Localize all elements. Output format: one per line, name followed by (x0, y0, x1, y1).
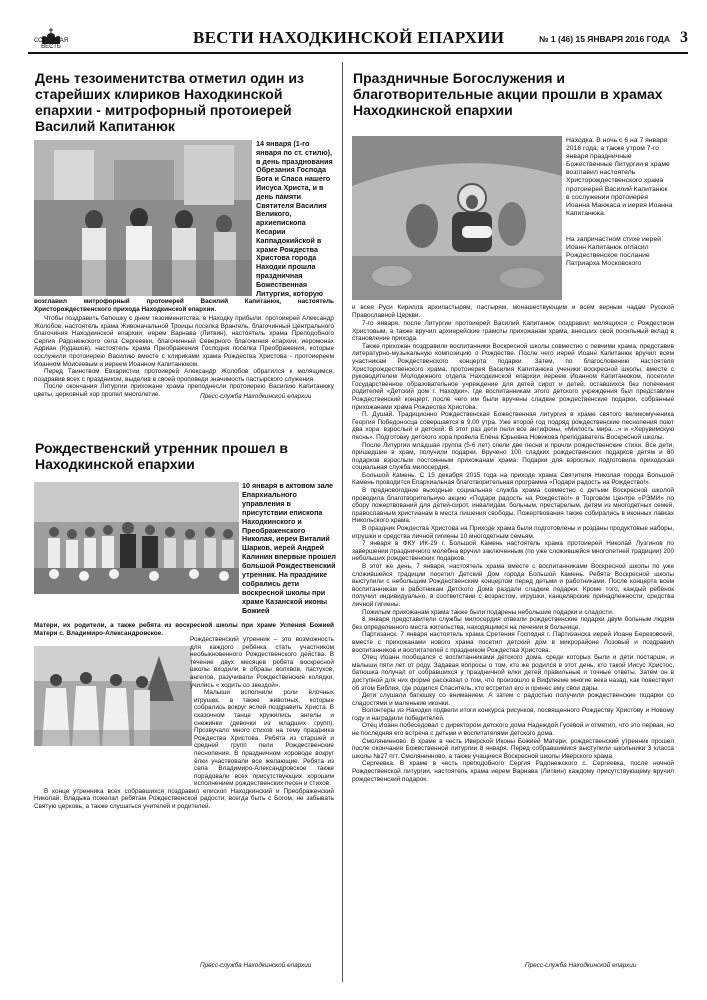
article1-headline: День тезоименитства отметил один из старейших клириков Находкинской епархии - митрофорный протоиерей Василий Капитанюк (35, 70, 304, 134)
article3-lead-b: На запричастном стихе иерей Иоанн Капитанюк огласил Рождественское послание Патриарха Московского (566, 236, 661, 268)
issue-info: № 1 (46) 15 ЯНВАРЯ 2016 ГОДА (539, 34, 670, 44)
paragraph: Пожилым прихожанам храма также были подарены небольшие подарки и сладости. (362, 608, 614, 616)
paragraph: Перед Таинством Евхаристии протоиерей Александр Жолобов обратился к молящимся, поздравив всех с праздником, выделив в своей проповеди значимость пастырского служения. (34, 368, 334, 383)
paragraph: Отец Иоанн побеседовал с директором детского дома Надеждой Гусевой и отметил, что это первая, но не последняя его встреча с детьми и воспитателями детского дома. (352, 722, 674, 738)
masthead (28, 28, 688, 54)
page-number: 3 (680, 29, 688, 46)
paragraph: В предновогодние выходные социальная служба храма совместно с детьми Воскресной школой проводила благотворительную акцию «Подари радость на Рождество!» в Торговом Центре «РЭМИ» по сбору пожертвований для детей-сирот, инвалидам, больным, престарелым, детям из многодетных семей, православным христианам в места лишения свободы. Пожертвования также собирались в иконных лавках Никольского храма. (352, 487, 674, 525)
paragraph: Рождественский утренник – это возможность для каждого ребёнка стать участником необыкновенного Рождественского действа. В течение двух месяцев ребята воскресной школы входили в образы волхвов, пастухов, ангелов, разучивали Рождественские колядки, учились « ходить со звездой». (190, 636, 334, 689)
paragraph: Также прихожан поздравили воспитанники Воскресной школы совместно с певчими храма, представив литературно-музыкальную композицию о Рождестве. После чего иерей Иоанн Капитанюк вручил всем участникам Рождественского концерта подарки. Затем, по благословению настоятеля Христорождественского храма, протоиерея Василия Капитанюка ученики воскресной школы, вместе с руководителем Молодежного отдела Находкинской епархии иереем Иоанном Капитанюком, посетили Государственное образовательное учреждение для детей сирот и детей, оставшихся без попечения родителей «Детский дом г. Находки», где воспитанникам этого детского учреждения был представлен Рождественский концерт, после чего им были вручены сладкие рождественские подарки, собранные прихожанами храма Рождества Христова. (352, 342, 674, 411)
paragraph: В этот же день, 7 января, настоятель храма вместе с воспитанниками Воскресной школы по уже сложившейся традиции посетил Детский Дом города Большой Камень. Ребята Воскресной школы выступили с небольшим Рождественским концертом перед детьми и работниками. После концерта всем воспитанникам и работникам Детского Дома раздали сладкие подарки. Кроме того, каждый ребёнок получил индивидуально, в соответствии с возрастом, игрушки, канцелярские принадлежности, средства личной гигиены. (352, 563, 674, 608)
paragraph: В праздник Рождества Христова на Приходе храма были подготовлены и розданы продуктовые наборы, игрушки и средства личной гигиены 10 многодетным семьям. (352, 525, 674, 540)
article3-lead: Находка. В ночь с 6 на 7 января 2016 года, а также утром 7-го января праздничные Божественные Литургии в храме возглавил настоятель Христорождественского храма протоиерей Василий Капитанюк в сослужении протоиерея Иоанна Манжаса и иерея Иоанна Капитанюка. (566, 137, 673, 217)
paragraph: Большой Камень. С 15 декабря 2015 года на приходе храма Святителя Николая города Большой Камень проводится Епархиальная благотворительная программа «Подари радость на Рождество!». (352, 471, 674, 487)
newspaper-title: ВЕСТИ НАХОДКИНСКОЙ ЕПАРХИИ (193, 28, 505, 47)
article2-lead: 10 января в актовом зале Епархиального управления в присутствии епископа Находкинского и Преображенского Николая, иереи Виталий Шарков, иерей Андрей Калинин впервые прошел большой Рождественский утренник. На празднике собрались дети воскресной школы при храме Казанской иконы Божией (242, 481, 336, 615)
article3-photo-nativity-icon (352, 136, 562, 300)
article3-lead-continued: и всея Руси Кирилла архипастырям, пастырям, монашествующим и всем верным чадам Русской Православной Церкви. (352, 304, 674, 319)
paragraph: После окончания Литургии прихожане храма преподнесли протоиерею Василию Капитанюку цветы, церковный хор пропел многолетие. (34, 383, 334, 398)
paragraph: В конце утренника всех собравшихся поздравил епископ Находкинский и Преображенский Николай. Владыка пожелал ребятам Рождественской радости, всегда быть с Богом, не забывать Святую церковь, а также слушаться учителей и родителей. (34, 787, 334, 811)
article2-photo-group (34, 482, 239, 594)
article2-headline: Рождественский утренник прошел в Находкинской епархии (35, 440, 288, 472)
article2-credit: Пресс-служба Находкинской епархии (200, 962, 312, 969)
article1-photo (34, 140, 252, 296)
article3-headline: Праздничные Богослужения и благотворительные акции прошли в храмах Находкинской епархии (353, 70, 663, 118)
article2-body (34, 636, 334, 862)
paragraph: Смолянинново. В храме в честь Иверской Иконы Божией Матери, рождественский утренник прошел после окончания Божественной литургии 8 января. Перед собравшимися выступили школьники 3 класса школы №27 пгт. Смолянинново, а также учащиеся Воскресной школы Иверского храма. (352, 737, 674, 760)
paragraph: Партизанск. 7 января настоятель храма Сретения Господня г. Партизанска иерей Иоанн Березовский, вместе с прихожанами нового храма посетил детский дом в микрорайоне Лозовый и поздравил воспитанников и воспитателей с праздником Рождества Христова. (352, 631, 674, 654)
paragraph: Волонтеры из Находки подвели итоги конкурса рисунков, посвященного Рождеству Христову и Новому году и наградили победителей. (352, 707, 674, 722)
paragraph: Малыши исполнили роли ёлочных игрушек, а также животных, которые собрались вокруг яслей поздравить Христа. В сказочном танце кружились ангелы и снежинки (девочки из младших групп). Прозвучало много стихов на тему праздника Рождества Христова. Ребята из старшей и средней групп пели Рождественские песнопения. В праздничном хороводе вокруг ёлки участвовали все желающие. Ребята из села Владимиро-Александровское также порадовали всех присутствующих хорошим исполнением рождественских песен и стихов. (194, 689, 334, 788)
paragraph: 7-го января, после Литургии протоиерей Василий Капитанюк поздравил молящихся с Рождеством Христовым, а также вручил архиерейские грамоты прихожанам храма, внесших свой посильный вклад в становление прихода. (352, 320, 674, 343)
paragraph: Дети слушали батюшку со вниманием. А затем с радостью получили рождественские подарки со сладостями и маленькие иконки. (352, 692, 674, 707)
paragraph: Чтобы поздравить батюшку с днем тезоименитства, в Находку прибыли: протоиерей Александр Жолобов, настоятель храма Живоначальной Троицы поселка Врангель, благочинный Центрального благочиния Находкинской епархии; иерем Варнава (Литвин), настоятель храма Преподобного Сергия Радонежского села Сергеевки, благочинный Северного благочиния епархии; иеромонах Адриан (Кудашов), настоятель храма Преображения Господня поселка Преображения, которые сослужили протоиерею Василию вместе с клириками храма Рождества Христова - протоиереем Иоанном Моисеевым и иереем Иоанном Капитанюком. (34, 315, 334, 368)
newspaper-logo (28, 28, 74, 50)
article3-credit: Пресс-служба Находкинской епархии (525, 962, 637, 969)
article1-lead: 14 января (1-го января по ст. стилю), в день празднования Обрезания Господа Бога и Спаса нашего Иисуса Христа, и в день памяти Святителя Василия Великого, архиепископа Кесарии Каппадокийской в храме Рождества Христова города Находки прошла праздничная Божественная Литургия, которую (256, 139, 333, 298)
article1-credit: Пресс-служба Находкинской епархии (200, 393, 312, 400)
paragraph: Сергеевка. В храме в честь преподобного Сергия Радонежского с. Сергеевка, после ночной Рождественской литургии, настоятель храма иерем Варнава (Литвин) каждому присутствующему вручил рождественский подарок. (352, 760, 674, 783)
paragraph: 8 января представители службы милосердия отвезли рождественские подарки двум больным людям без определенного места жительства, находящимся на лечении в больнице. (352, 616, 674, 631)
column-divider (342, 62, 343, 982)
paragraph: Отец Иоанн пообщался с воспитанниками детского дома, среди которых были и дети постарше, и малыши пяти лет от роду. Задавая вопросы о том, кто же родился в этот день, кто такой Иисус Христос, батюшка получал от собравшихся у праздничной елки детей правильные и точные ответы. Затем он в доступной для них форме рассказал о том, что произошло в Вифлееме многие века назад, как повествует об этом Библия, где родился Спаситель, кто встретил его и принес ему свои дары. (352, 654, 674, 692)
article1-lead-continued: возглавил митрофорный протоиерей Василий Капитанюк, настоятель Христорождественского прихода Находкинской епархии. (34, 298, 334, 313)
paragraph: П. Душай. Традиционно Рождественская Божественная литургия в храме святого великомученика Георгия Победоносца совершается в 9.00 утра. Уже второй год подряд рождественские песнопения поют два хора: взрослый и детский. В этот раз дети пели все антифоны, «Милость мира…» и «Херувимскую песнь». Подготовку детского хора провела Елена Юрьевна Новикова преподаватель Воскресной школы. (352, 411, 674, 441)
paragraph: После Литургии младшая группа (5-6 лет) спели две песни и прочли рождественские стихи. Все дети, пришедшие в храм, получили подарки. Вручено 100 сладких рождественских подарков детям и 80 подарков взрослым постоянным прихожанам храма. Подарки для взрослых подготовила приходская социальная служба милосердия. (352, 441, 674, 472)
paragraph: 7 января в ФКУ ИК-29 г. Большой Камень настоятель храма протоиерей Николай Лузгинов по завершении праздничного молебна вручил заключенным (по уже сложившейся многолетней традиции) 200 небольших рождественских подарков. (352, 540, 674, 563)
logo-text: СОБОРНАЯ ВЕСТЬ (33, 38, 69, 50)
article3-body (352, 320, 674, 962)
article2-lead-continued: Матери, их родители, а также ребята из воскресной школы при храме Успения Божией Матери с. Владимиро-Александровское. (34, 622, 334, 637)
